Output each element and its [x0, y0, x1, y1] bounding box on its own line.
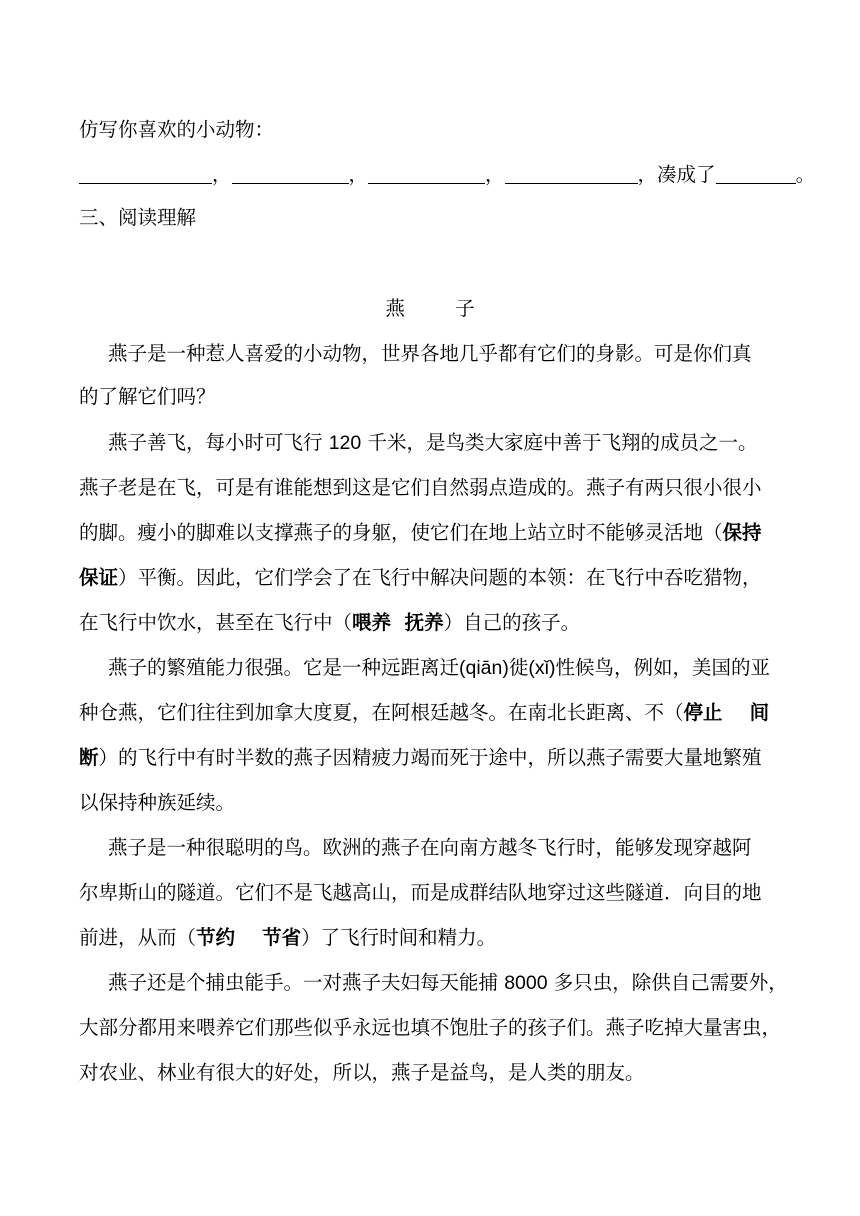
- choice-option: 断: [79, 746, 99, 769]
- article-title: 燕 子: [385, 297, 497, 320]
- paragraph-line: 保证）平衡。因此，它们学会了在飞行中解决问题的本领：在飞行中吞吃猎物，: [79, 566, 762, 589]
- paragraph-line: 的脚。瘦小的脚难以支撑燕子的身躯，使它们在地上站立时不能够灵活地（保持: [79, 521, 762, 544]
- choice-option: 保证: [79, 566, 119, 589]
- paragraph-line: 对农业、林业有很大的好处，所以，燕子是益鸟，是人类的朋友。: [79, 1061, 645, 1084]
- fill-in-blanks-line: ， ， ， ，凑成了 。: [79, 163, 794, 187]
- pinyin-annotation: (qiān): [459, 657, 509, 679]
- paragraph-line: 燕子善飞，每小时可飞行 120 千米，是鸟类大家庭中善于飞翔的成员之一。: [108, 431, 758, 454]
- choice-option: 保持: [722, 521, 762, 544]
- pinyin-annotation: (xǐ): [528, 657, 556, 679]
- paragraph-line: 尔卑斯山的隧道。它们不是飞越高山，而是成群结队地穿过这些隧道．向目的地: [79, 881, 762, 904]
- blank-4[interactable]: [505, 164, 638, 184]
- paragraph-line: 燕子老是在飞，可是有谁能想到这是它们自然弱点造成的。燕子有两只很小很小: [79, 476, 762, 499]
- blank-5[interactable]: [716, 164, 796, 184]
- paragraph-line: 断）的飞行中有时半数的燕子因精疲力竭而死于途中，所以燕子需要大量地繁殖: [79, 746, 762, 769]
- section-heading: 三、阅读理解: [79, 206, 197, 229]
- blank-2[interactable]: [232, 164, 349, 184]
- choice-options: 节约 节省: [196, 926, 302, 949]
- paragraph-line: 燕子的繁殖能力很强。它是一种远距离迁(qiān)徙(xǐ)性候鸟，例如，美国的亚: [108, 656, 770, 679]
- paragraph-line: 以保持种族延续。: [79, 791, 236, 814]
- paragraph-line: 大部分都用来喂养它们那些似乎永远也填不饱肚子的孩子们。燕子吃掉大量害虫，: [79, 1016, 782, 1039]
- paragraph-line: 在飞行中饮水，甚至在飞行中（喂养 抚养）自己的孩子。: [79, 611, 581, 634]
- blank-1[interactable]: [79, 164, 212, 184]
- exercise-prompt: 仿写你喜欢的小动物：: [79, 118, 275, 141]
- paragraph-line: 燕子还是个捕虫能手。一对燕子夫妇每天能捕 8000 多只虫，除供自己需要外，: [108, 971, 788, 994]
- paragraph-line: 燕子是一种惹人喜爱的小动物，世界各地几乎都有它们的身影。可是你们真: [108, 342, 752, 365]
- choice-options: 喂养 抚养: [352, 611, 444, 634]
- paragraph-line: 燕子是一种很聪明的鸟。欧洲的燕子在向南方越冬飞行时，能够发现穿越阿: [108, 836, 752, 859]
- choice-options: 停止 间: [683, 701, 770, 724]
- paragraph-line: 种仓燕，它们往往到加拿大度夏，在阿根廷越冬。在南北长距离、不（停止 间: [79, 701, 770, 724]
- paragraph-line: 前进，从而（节约 节省）了飞行时间和精力。: [79, 926, 497, 949]
- blank-3[interactable]: [368, 164, 485, 184]
- paragraph-line: 的了解它们吗？: [79, 385, 216, 408]
